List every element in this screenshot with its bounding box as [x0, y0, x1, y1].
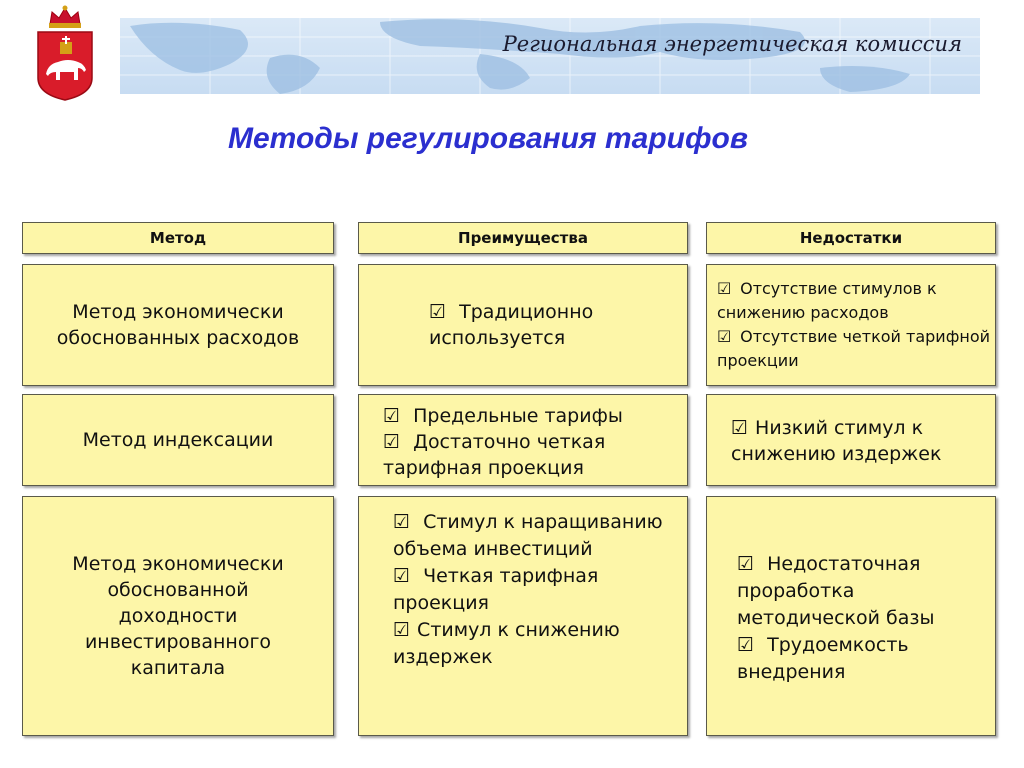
list-item: ☑ Четкая тарифная проекция: [393, 565, 599, 614]
advantages-cell: [358, 394, 688, 486]
checkbox-icon: ☑: [383, 405, 401, 427]
list-item: ☑ Достаточно четкая тарифная проекция: [383, 431, 606, 479]
disadvantages-cell: [706, 496, 996, 736]
list-item: ☑ Отсутствие стимулов к снижению расходов: [717, 279, 937, 322]
checkbox-icon: ☑: [393, 619, 411, 641]
advantages-cell: [358, 496, 688, 736]
list-item: ☑ Предельные тарифы: [383, 405, 623, 427]
page-title: Методы регулирования тарифов: [228, 122, 748, 155]
list-item: ☑ Отсутствие четкой тарифной проекции: [717, 327, 991, 370]
list-item: ☑ Недостаточная проработка методической базы: [737, 553, 935, 629]
list-item: ☑ Стимул к снижению издержек: [393, 619, 620, 668]
method-name: Метод экономически обоснованных расходов: [56, 301, 300, 349]
list-item: ☑ Низкий стимул к снижению издержек: [731, 417, 942, 465]
advantages-cell: [358, 264, 688, 386]
column-header-disadvantages: Недостатки: [706, 222, 996, 254]
method-name: Метод индексации: [82, 429, 274, 451]
coat-of-arms-icon: [30, 2, 100, 102]
list-item: ☑ Трудоемкость внедрения: [737, 634, 909, 683]
method-name: Метод экономически обоснованной доходности инвестированного капитала: [72, 553, 284, 679]
disadvantages-list: [731, 415, 991, 467]
checkbox-icon: ☑: [429, 301, 447, 323]
advantages-list: [429, 299, 669, 351]
method-cell: [22, 264, 334, 386]
checkbox-icon: ☑: [737, 634, 755, 656]
list-item: ☑ Стимул к наращиванию объема инвестиций: [393, 511, 663, 560]
method-cell: [22, 394, 334, 486]
checkbox-icon: ☑: [393, 511, 411, 533]
header-banner: [120, 18, 980, 94]
advantages-list: [383, 403, 683, 481]
organization-name: Региональная энергетическая комиссия: [502, 32, 962, 56]
column-header-method: Метод: [22, 222, 334, 254]
world-map-background: [120, 18, 980, 94]
method-cell: [22, 496, 334, 736]
checkbox-icon: ☑: [393, 565, 411, 587]
checkbox-icon: ☑: [717, 327, 732, 346]
checkbox-icon: ☑: [383, 431, 401, 453]
checkbox-icon: ☑: [737, 553, 755, 575]
checkbox-icon: ☑: [731, 417, 749, 439]
disadvantages-cell: [706, 264, 996, 386]
disadvantages-cell: [706, 394, 996, 486]
list-item: ☑ Традиционно используется: [429, 301, 594, 349]
disadvantages-list: [737, 551, 987, 686]
disadvantages-list: [717, 277, 993, 373]
column-header-advantages: Преимущества: [358, 222, 688, 254]
checkbox-icon: ☑: [717, 279, 732, 298]
advantages-list: [393, 509, 673, 671]
